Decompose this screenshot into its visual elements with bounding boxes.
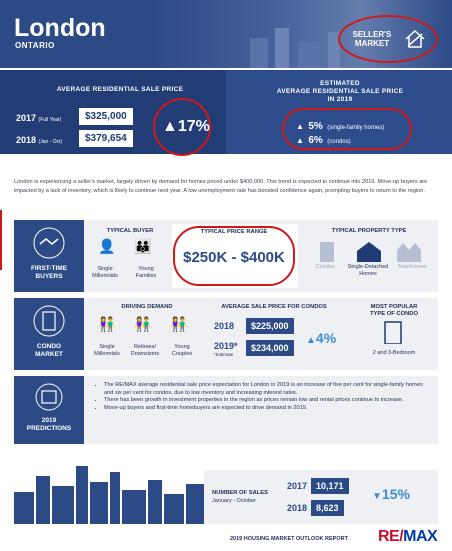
condo-change: ▲4%: [306, 330, 337, 346]
down-arrow-icon: ▼: [372, 491, 382, 502]
prop3-label: Townhomes: [397, 264, 427, 270]
condo-label-box: CONDO MARKET: [14, 298, 84, 370]
house-icon: [404, 29, 426, 49]
predictions-label-box: 2019 PREDICTIONS: [14, 376, 84, 444]
condo-building-icon: [316, 240, 338, 262]
sales-2017-year: 2017: [287, 481, 308, 491]
sales-2018-year: 2018: [287, 503, 308, 513]
avg-row1-value: $325,000: [79, 108, 133, 125]
footer-report-title: 2019 HOUSING MARKET OUTLOOK REPORT: [230, 536, 348, 542]
single-person-icon: 👤: [98, 238, 116, 254]
condo-tower-icon: [32, 304, 66, 338]
annotation-mark: [0, 210, 2, 270]
remax-logo: RE/MAX: [378, 528, 438, 545]
up-arrow-icon: ▲: [162, 118, 178, 135]
millennial-icon: 👫: [98, 316, 116, 332]
price-range-value: $250K - $400K: [183, 249, 285, 266]
prediction-item: • There has been growth in investment properties in the region as prices remain low and rental prices continue to increase.: [104, 397, 428, 405]
detached-house-icon: [356, 240, 382, 262]
avg-row2-value: $379,654: [79, 130, 133, 147]
summary-paragraph: London is experiencing a seller's market, largely driven by demand for homes priced under $400,000. This trend is expected to continue into 2019. Move-up buyers are impacted by a lack of inventory, which is likely to continue next year. A low unemployment rate has boosted confidence again, prompting buyers to return to the region.: [14, 179, 428, 194]
driving-demand-title: DRIVING DEMAND: [121, 304, 173, 310]
handshake-icon: [32, 226, 66, 260]
prop1-label: Condos: [315, 264, 335, 270]
badge-text: SELLER'S MARKET: [352, 30, 392, 48]
predictions-list: [96, 382, 428, 412]
townhome-icon: [396, 240, 422, 262]
condo-2019-year: 2019*: [214, 341, 238, 351]
buyer2-label: Young Families: [135, 266, 157, 279]
estimate-sf: ▲ 5% (single-family homes): [296, 121, 385, 132]
family-icon: 👪: [134, 238, 152, 254]
prediction-item: • Move-up buyers and first-time homebuyers are expected to drive demand in 2019.: [104, 405, 428, 413]
city-title: London: [14, 14, 106, 42]
up-arrow-icon: ▲: [296, 122, 304, 131]
first-time-label-box: FIRST-TIME BUYERS: [14, 220, 84, 292]
up-arrow-icon: ▲: [306, 335, 316, 346]
condo-icon: [380, 320, 406, 344]
demand1-label: Single Millennials: [94, 344, 120, 357]
estimate-condo: ▲ 6% (condos): [296, 135, 351, 146]
prop2-label: Single-Detached Homes: [347, 264, 389, 277]
demand2-label: Retirees/ Downsizers: [130, 344, 160, 357]
typical-buyer-title: TYPICAL BUYER: [106, 228, 154, 234]
up-arrow-icon: ▲: [296, 136, 304, 145]
condo-2018-year: 2018: [214, 321, 235, 331]
popular-condo-title: MOST POPULAR TYPE OF CONDO: [370, 304, 418, 317]
demand3-label: Young Couples: [171, 344, 193, 357]
condo-avg-title: AVERAGE SALE PRICE FOR CONDOS: [221, 304, 327, 310]
avg-row2-year: 2018 (Jan - Oct): [16, 135, 63, 145]
calendar-icon: [34, 382, 64, 412]
avg-row1-year: 2017 (Full Year): [16, 113, 62, 123]
prediction-item: • The RE/MAX average residential sale price expectation for London in 2019 is an increase of five per cent for single-family homes and six per cent for condos, due to low inventory and increasing interest rates.: [104, 382, 428, 397]
condo-2018-value: $225,000: [246, 318, 294, 334]
avg-price-title: AVERAGE RESIDENTIAL SALE PRICE: [56, 86, 184, 93]
property-type-title: TYPICAL PROPERTY TYPE: [331, 228, 407, 234]
avg-change: ▲17%: [162, 118, 210, 135]
province-subtitle: ONTARIO: [15, 41, 55, 50]
condo-2019-value: $234,000: [246, 340, 294, 356]
estimated-title: ESTIMATED AVERAGE RESIDENTIAL SALE PRICE IN 2019: [276, 80, 404, 103]
condo-estimate-note: *Estimate: [214, 352, 234, 357]
sellers-market-badge: [338, 15, 438, 63]
sales-title: NUMBER OF SALES: [212, 490, 269, 496]
skyline-icon: [14, 462, 206, 524]
sales-2017-value: 10,171: [311, 478, 349, 494]
couple-icon: 👫: [170, 316, 188, 332]
buyer1-label: Single Millennials: [92, 266, 118, 279]
retiree-icon: 👫: [134, 316, 152, 332]
price-range-title: TYPICAL PRICE RANGE: [200, 229, 268, 235]
sales-2018-value: 8,623: [311, 500, 344, 516]
popular-condo-value: 2 and 3-Bedroom: [372, 350, 416, 356]
sales-change: ▼15%: [372, 486, 410, 502]
sales-period: January - October: [212, 498, 257, 504]
